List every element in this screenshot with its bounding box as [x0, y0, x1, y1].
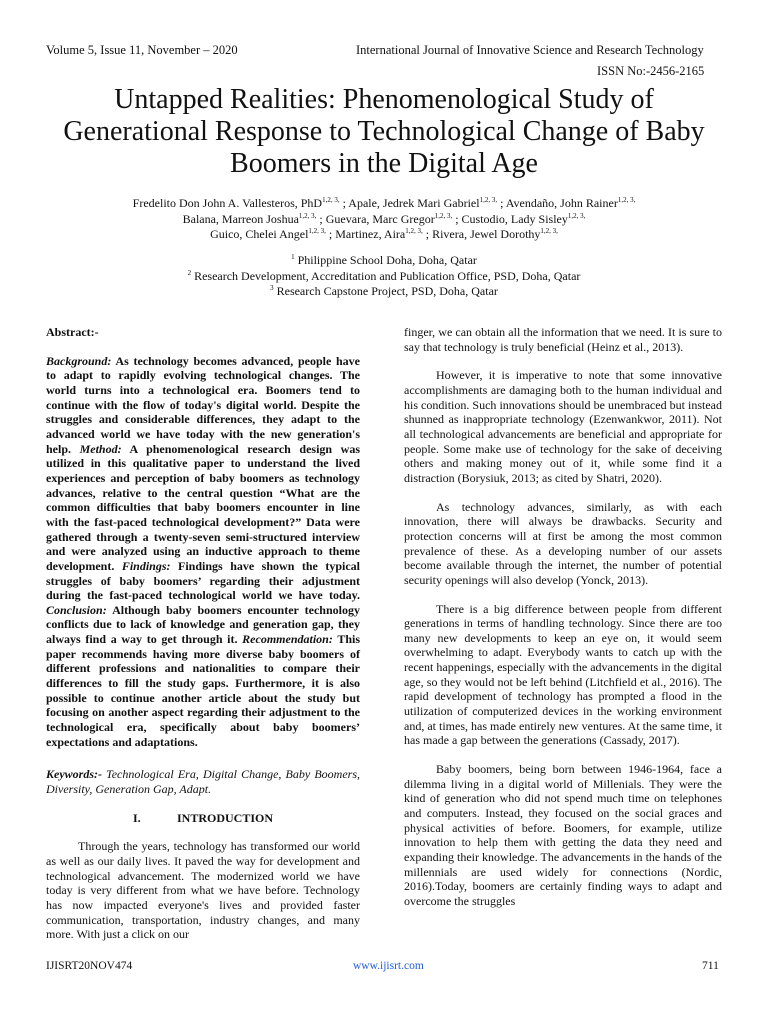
author-separator: ; — [316, 211, 326, 226]
author-name: Martinez, Aira — [335, 227, 406, 241]
recommendation-text: This paper recommends having more diverse baby boomers of different professions and nationalities to compare their differences to fill the study gaps. Furthermore, it is also possible to continue another article about the study but focusing on another aspect regarding their adjustment to the technological era, specifically about baby boomers’ expectations and adaptations. — [46, 632, 360, 749]
author-name: Avendaño, John Rainer — [505, 196, 618, 210]
page-number: 711 — [702, 960, 719, 972]
affiliation — [40, 269, 728, 285]
author-name: Custodio, Lady Sisley — [461, 211, 568, 226]
paragraph: finger, we can obtain all the information that we need. It is sure to say that technology is truly beneficial (Heinz et al., 2013). — [404, 325, 722, 354]
author-affiliation-marker: 1,2, 3, — [434, 211, 453, 220]
paragraph: There is a big difference between people from different generations in terms of handling technology. Since there are too many new developments to keep an eye on, it would seem overwhelming to adapt. Everybody wants to catch up with the recent happenings, especially with the advancements in the digital age, so they would not be left behind (Litchfield et al., 2016). The rapid development of technology has prompted a flood in the utilization of computerized devices in the working environment and, at times, has made entirely new ventures. At the same time, it has made a gap between the generations (Cassady, 2017). — [404, 601, 722, 748]
author-name: Fredelito Don John A. Vallesteros, PhD — [132, 196, 323, 210]
author-name: Rivera, Jewel Dorothy — [432, 227, 541, 241]
affiliation — [40, 253, 728, 269]
paragraph: As technology advances, similarly, as with each innovation, there will always be drawbacks. Security and protection concerns will at first be among the most common prevalence of these. As a developing number of our assets become available through the internet, the number of potential security openings will also develop (Yonck, 2013). — [404, 499, 722, 587]
volume-info: Volume 5, Issue 11, November – 2020 — [46, 43, 238, 57]
keywords-text: Technological Era, Digital Change, Baby Boomers, Diversity, Generation Gap, Adapt. — [46, 767, 361, 797]
paper-code: IJISRT20NOV474 — [46, 960, 133, 972]
paragraph: However, it is imperative to note that some innovative accomplishments are damaging both to the human individual and his condition. Such innovations should be unembraced but instead shunned as inappropriate technology (Ezenwankwor, 2011). Not all technological advancements are beneficial and appropriate for people. Some make use of technology for the sake of deceiving others and making money out of it, while some find it a distraction (Borysiuk, 2013; as cited by Shatri, 2020). — [404, 368, 722, 485]
left-column — [46, 325, 360, 956]
author-separator: ; — [497, 196, 506, 210]
author-name: Guico, Chelei Angel — [210, 227, 309, 241]
journal-name: International Journal of Innovative Science and Research Technology — [356, 43, 704, 57]
author-separator: ; — [452, 211, 462, 226]
author-affiliation-marker: 1,2, 3, — [322, 196, 340, 204]
abstract-heading: Abstract:- — [46, 325, 99, 339]
paragraph: Baby boomers, being born between 1946-1964, face a dilemma living in a digital world of Millenials. They were the kind of generation who did not spend much time on telephones and computers. Instead, they focused on the social graces and physical activities of before. Boomers, for example, utilize innovation to help them with getting the data they need and expanding their knowledge. The advancements in the hands of the millennials are used widely for connections (Nordic, 2016).Today, boomers are certainly finding ways to adapt and overcome the struggles — [404, 762, 722, 908]
affiliation-marker: 1 — [291, 253, 295, 261]
website-link[interactable]: www.ijisrt.com — [353, 960, 424, 972]
author-line-1 — [40, 196, 728, 212]
section-heading — [46, 811, 360, 826]
keywords — [46, 767, 360, 796]
section-number: I. — [132, 810, 141, 825]
conclusion-text: Although baby boomers encounter technology conflicts due to lack of knowledge and generation gap, they always find a way to get through it. — [46, 602, 360, 647]
affiliation-marker: 2 — [187, 268, 192, 277]
author-separator: ; — [422, 227, 433, 241]
author-affiliation-marker: 1,2, 3, — [308, 227, 326, 235]
author-affiliation-marker: 1,2, 3, — [617, 196, 636, 204]
method-text: A phenomenological research design was utilized in this qualitative paper to understand the lived experiences and perception of baby boomers as technology advances, relative to the central question “What are the common difficulties that baby boomers encounter in line with the fast-paced technological development?” Data were gathered through a twenty-seven semi-structured interview and were analyzed using an inductive approach to theme development. — [46, 441, 361, 573]
findings-label: Findings: — [121, 558, 171, 573]
method-label: Method: — [79, 441, 122, 456]
author-affiliation-marker: 1,2, 3, — [405, 227, 423, 235]
paragraph: Through the years, technology has transformed our world as well as our daily lives. It paved the way for development and technological advancement. The modernized world we have today is very different from what we have before. Technology has now impacted everyone's lives and provided faster communication, transportation, industry changes, and many more. With just a click on our — [46, 839, 360, 942]
author-list — [40, 196, 728, 243]
affiliation-text: Philippine School Doha, Doha, Qatar — [297, 253, 477, 267]
paper-title: Untapped Realities: Phenomenological Study of Generational Response to Technological Change of Baby Boomers in the Digital Age — [63, 84, 705, 179]
author-line-3 — [40, 227, 728, 243]
keywords-label: Keywords:- — [46, 767, 102, 782]
author-affiliation-marker: 1,2, 3, — [479, 196, 498, 204]
author-separator: ; — [339, 196, 349, 210]
right-column — [404, 325, 722, 923]
affiliation-marker: 3 — [270, 284, 274, 292]
background-text: As technology becomes advanced, people have to adapt to rapidly evolving technological changes. The world turns into a technological era. Boomers tend to continue with the flow of today's digital world. Despite the struggles and considerable differences, they adapt to the advanced world we have today with the new generation's help. — [46, 353, 360, 456]
author-name: Balana, Marreon Joshua — [182, 211, 299, 226]
abstract-body — [46, 354, 360, 750]
section-title: INTRODUCTION — [176, 810, 273, 825]
author-name: Guevara, Marc Gregor — [325, 211, 435, 226]
author-name: Apale, Jedrek Mari Gabriel — [348, 196, 480, 210]
author-affiliation-marker: 1,2, 3, — [540, 227, 558, 235]
background-label: Background: — [46, 353, 112, 368]
affiliation-text: Research Development, Accreditation and Publication Office, PSD, Doha, Qatar — [194, 268, 581, 283]
findings-text: Findings have shown the typical struggles of baby boomers’ regarding their adjustment during the fast-paced technological world we have today. — [46, 558, 361, 603]
author-affiliation-marker: 1,2, 3, — [567, 211, 586, 220]
affiliation-list — [40, 253, 728, 300]
recommendation-label: Recommendation: — [242, 632, 333, 647]
issn: ISSN No:-2456-2165 — [597, 64, 705, 78]
affiliation — [40, 284, 728, 300]
author-separator: ; — [325, 227, 336, 241]
author-affiliation-marker: 1,2, 3, — [298, 211, 317, 220]
author-line-2 — [40, 212, 728, 228]
affiliation-text: Research Capstone Project, PSD, Doha, Qatar — [276, 284, 498, 298]
conclusion-label: Conclusion: — [46, 602, 107, 617]
